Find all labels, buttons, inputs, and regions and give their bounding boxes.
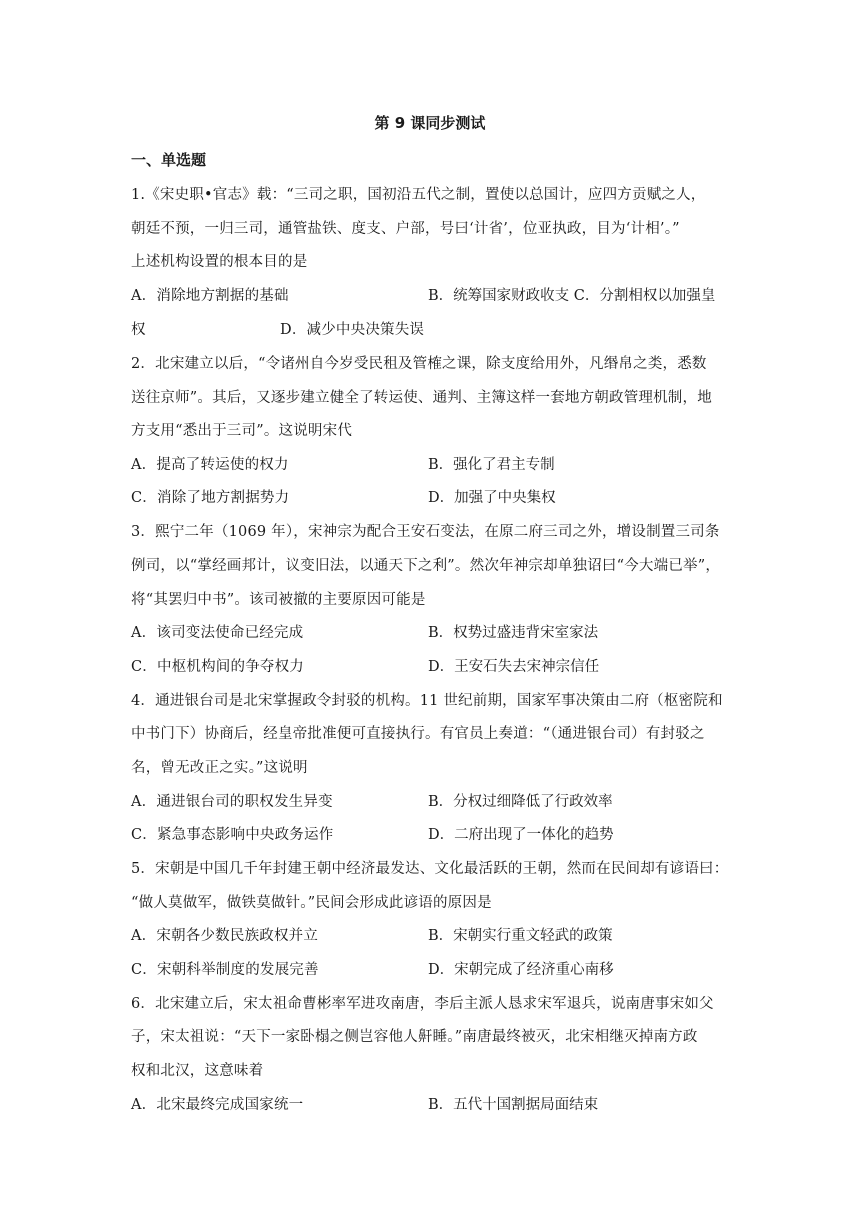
q4-option-d: D．二府出现了一体化的趋势: [428, 827, 614, 843]
q4-option-a: A．通进银台司的职权发生异变: [131, 794, 333, 810]
q1-line-2: 朝廷不预，一归三司，通管盐铁、度支、户部，号曰‘计省’，位亚执政，目为‘计相’。”: [131, 221, 680, 237]
q2-line-1: 2．北宋建立以后，“令诸州自今岁受民租及管榷之课，除支度给用外，凡缗帛之类，悉数: [131, 356, 707, 372]
q2-line-2: 送往京师”。其后，又逐步建立健全了转运使、通判、主簿这样一套地方朝政管理机制，地: [131, 390, 712, 406]
q4-option-b: B．分权过细降低了行政效率: [428, 794, 613, 810]
page-title: 第 9 课同步测试: [374, 114, 486, 132]
q1-option-a: A．消除地方割据的基础: [131, 288, 289, 304]
q5-option-d: D．宋朝完成了经济重心南移: [428, 962, 614, 978]
q1-line-3: 上述机构设置的根本目的是: [131, 254, 308, 270]
q6-line-1: 6．北宋建立后，宋太祖命曹彬率军进攻南唐，李后主派人恳求宋军退兵，说南唐事宋如父: [131, 996, 714, 1012]
q2-option-a: A．提高了转运使的权力: [131, 457, 289, 473]
q6-option-b: B．五代十国割据局面结束: [428, 1097, 599, 1113]
q6-line-2: 子，宋太祖说：“天下一家卧榻之侧岂容他人鼾睡。”南唐最终被灭，北宋相继灭掉南方政: [131, 1029, 698, 1045]
q3-line-1: 3．熙宁二年（1069 年），宋神宗为配合王安石变法，在原二府三司之外，增设制置三司条: [131, 524, 720, 540]
q5-option-c: C．宋朝科举制度的发展完善: [131, 962, 319, 978]
q4-line-2: 中书门下）协商后，经皇帝批准便可直接执行。有官员上奏道：“（通进银台司）有封驳之: [131, 726, 705, 742]
q2-option-b: B．强化了君主专制: [428, 457, 555, 473]
q4-option-c: C．紧急事态影响中央政务运作: [131, 827, 334, 843]
q5-option-b: B．宋朝实行重文轻武的政策: [428, 928, 613, 944]
q3-option-a: A．该司变法使命已经完成: [131, 625, 304, 641]
q4-line-3: 名，曾无改正之实。”这说明: [131, 760, 308, 776]
q3-option-d: D．王安石失去宋神宗信任: [428, 659, 600, 675]
q1-option-b-c: B．统筹国家财政收支 C．分割相权以加强皇: [428, 288, 716, 304]
q2-line-3: 方支用“悉出于三司”。这说明宋代: [131, 423, 353, 439]
q6-line-3: 权和北汉，这意味着: [131, 1063, 264, 1079]
q3-option-c: C．中枢机构间的争夺权力: [131, 659, 304, 675]
q5-option-a: A．宋朝各少数民族政权并立: [131, 928, 319, 944]
q1-option-c-continued: 权: [131, 322, 146, 338]
q3-option-b: B．权势过盛违背宋室家法: [428, 625, 599, 641]
q4-line-1: 4．通进银台司是北宋掌握政令封驳的机构。11 世纪前期，国家军事决策由二府（枢密院和: [131, 693, 723, 709]
q3-line-2: 例司，以“掌经画邦计，议变旧法，以通天下之利”。然次年神宗却单独诏曰“今大端已举”，: [131, 558, 721, 574]
q5-line-2: “做人莫做军，做铁莫做针。”民间会形成此谚语的原因是: [131, 895, 492, 911]
section-heading: 一、单选题: [131, 151, 207, 169]
q1-line-1: 1.《宋史职•官志》载：“三司之职，国初沿五代之制，置使以总国计，应四方贡赋之人，: [131, 187, 706, 203]
q6-option-a: A．北宋最终完成国家统一: [131, 1097, 304, 1113]
q2-option-c: C．消除了地方割据势力: [131, 490, 290, 506]
q5-line-1: 5．宋朝是中国几千年封建王朝中经济最发达、文化最活跃的王朝，然而在民间却有谚语曰：: [131, 861, 729, 877]
q2-option-d: D．加强了中央集权: [428, 490, 556, 506]
q1-option-d: D．减少中央决策失误: [280, 322, 425, 338]
q3-line-3: 将“其罢归中书”。该司被撤的主要原因可能是: [131, 592, 426, 608]
